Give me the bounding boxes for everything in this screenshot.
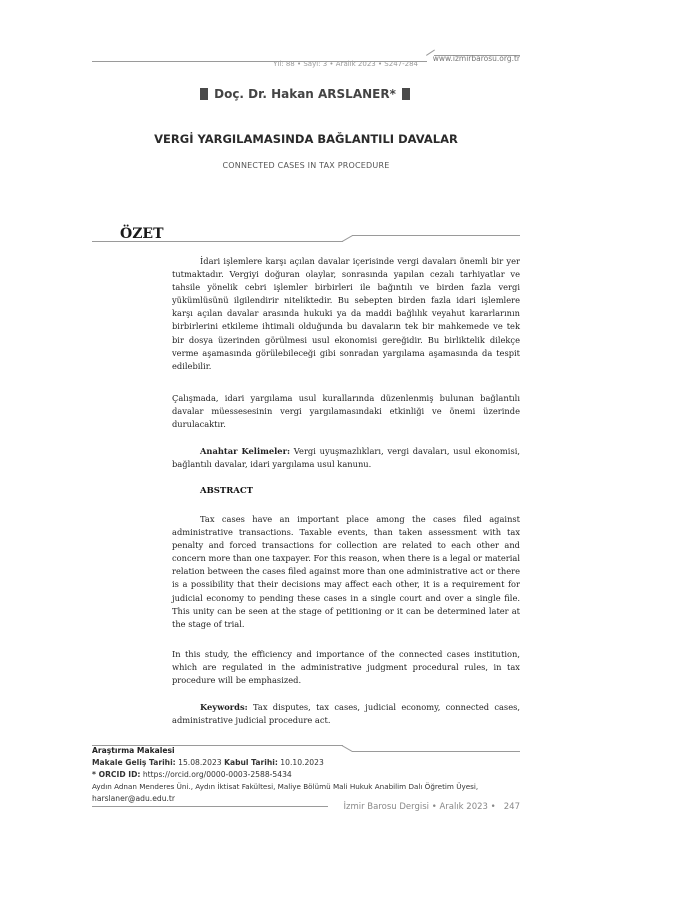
accepted-date: 10.10.2023 [277, 758, 324, 767]
footer-bottom-rule [92, 806, 328, 807]
ozet-paragraph-2: Çalışmada, idari yargılama usul kurallarında düzenlenmiş bulunan bağlantılı davalar müessesesinin vergi yargılamasındaki etkinliği ve önemi üzerinde durulacaktır. [172, 393, 520, 430]
square-bullet-left [200, 88, 208, 100]
abstract-keywords-label: Keywords: [200, 702, 248, 712]
footer-rule-slant [342, 745, 353, 752]
abstract-heading: ABSTRACT [200, 486, 253, 496]
orcid-label: * ORCID ID: [92, 770, 141, 779]
abstract-keywords [172, 701, 520, 727]
footer-rule-right [352, 751, 520, 752]
ozet-heading: ÖZET [120, 226, 164, 242]
received-date-label: Makale Geliş Tarihi: [92, 758, 176, 767]
received-date: 15.08.2023 [175, 758, 222, 767]
ozet-keywords-text: Vergi uyuşmazlıkları, vergi davaları, usul ekonomisi, bağlantılı davalar, idari yargılama usul kanunu. [172, 446, 520, 470]
abstract-paragraph-1: Tax cases have an important place among the cases filed against administrative transactions. Taxable events, than taken assessment with tax penalty and forced transactions for collection are related to each other and concern more than one taxpayer. For this reason, when there is a legal or material relation between the cases filed against more than one administrative act or there is a possibility that their decisions may affect each other, it is a requirement for judicial economy to pending these cases in a single court and over a single file. This unity can be seen at the stage of petitioning or it can be determined later at the stage of trial. [172, 514, 520, 629]
issue-info: Yıl: 88 • Sayı: 3 • Aralık 2023 • S247-284 [273, 60, 418, 68]
article-title: VERGİ YARGILAMASINDA BAĞLANTILI DAVALAR [154, 132, 458, 146]
accepted-date-label: Kabul Tarihi: [224, 758, 278, 767]
abstract-paragraph-2: In this study, the efficiency and importance of the connected cases institution, which are regulated in the administrative judgment procedural rules, in tax procedure will be emphasized. [172, 649, 520, 686]
ozet-rule-top [352, 235, 520, 236]
orcid-link[interactable]: https://orcid.org/0000-0003-2588-5434 [140, 770, 292, 779]
journal-website: www.izmirbarosu.org.tr [432, 54, 520, 63]
article-dates [92, 758, 324, 767]
article-subtitle: CONNECTED CASES IN TAX PROCEDURE [222, 161, 390, 170]
author-affiliation: Aydın Adnan Menderes Üni., Aydın İktisat Fakültesi, Maliye Bölümü Mali Hukuk Anabilim Dalı Öğretim Üyesi, [92, 782, 479, 791]
author-email[interactable]: harslaner@adu.edu.tr [92, 794, 176, 803]
abstract-keywords-text: Tax disputes, tax cases, judicial economy, connected cases, administrative judicial procedure act. [172, 702, 520, 726]
ozet-keywords-label: Anahtar Kelimeler: [200, 446, 291, 456]
journal-name: İzmir Barosu Dergisi • Aralık 2023 • [343, 802, 496, 812]
article-type [92, 746, 175, 755]
article-type-label: Araştırma Makalesi [92, 746, 175, 755]
orcid-line [92, 770, 292, 779]
journal-footer [328, 802, 520, 812]
ozet-rule-slant [342, 235, 353, 242]
square-bullet-right [402, 88, 410, 100]
author-name: Doç. Dr. Hakan ARSLANER* [214, 87, 396, 101]
ozet-paragraph-1: İdari işlemlere karşı açılan davalar içerisinde vergi davaları önemli bir yer tutmaktadır. Vergiyi doğuran olaylar, sonrasında yapılan cezalı tarhiyatlar ve tahsile yönelik cebri işlemler birbirleri ile bağıntılı ve birden fazla vergi yükümlüsünü ilgilendirir niteliktedir. Bu sebepten birden fazla idari işlemlere karşı açılan davalar arasında hukuki ya da maddi bağlılık veyahut kararlarının birbirlerini etkileme ihtimali olduğunda bu davaların tek bir mahkemede ve tek bir dosya üzerinden görülmesi usul ekonomisi gereğidir. Bu birliktelik dilekçe verme aşamasında görülebileceği gibi sonradan yargılama aşamasında da tespit edilebilir. [172, 256, 520, 371]
ozet-rule [92, 241, 343, 242]
ozet-keywords [172, 445, 520, 471]
page-number: 247 [503, 802, 520, 812]
author-line [0, 87, 610, 101]
